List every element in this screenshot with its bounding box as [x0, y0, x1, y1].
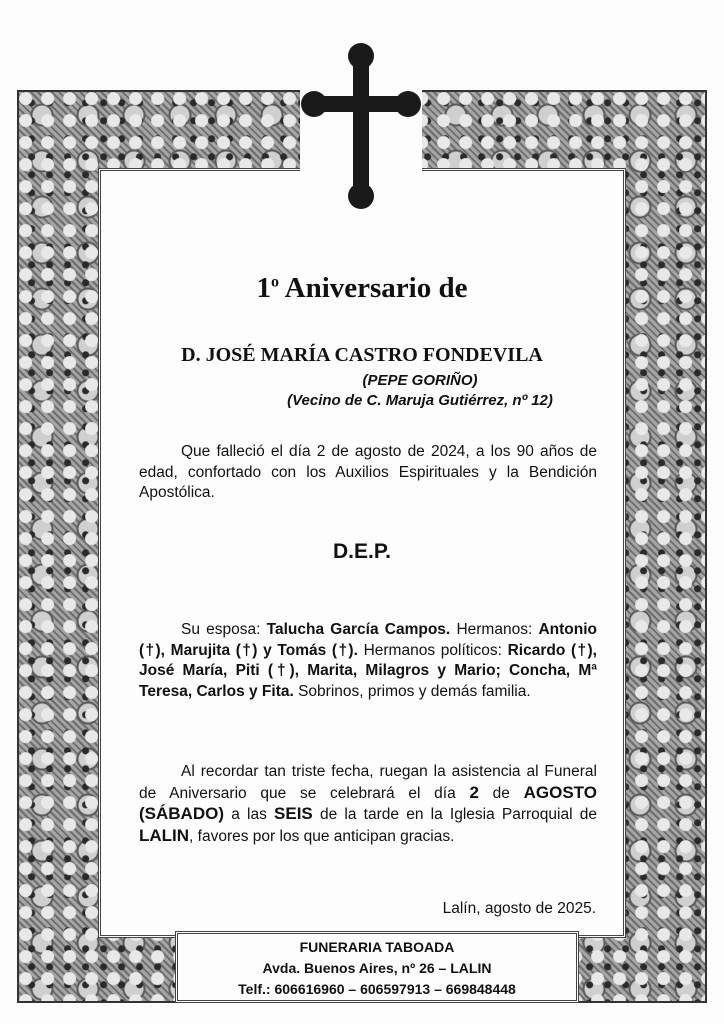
deceased-name: D. JOSÉ MARÍA CASTRO FONDEVILA — [181, 344, 543, 366]
signoff-date: Lalín, agosto de 2025. — [442, 900, 596, 917]
family-paragraph: Su esposa: Talucha García Campos. Hermanos: Antonio (†), Marujita (†) y Tomás (†). Hermanos políticos: Ricardo (†), José María, Piti (†), Marita, Milagros y Mario; Concha, Mª Teresa, Carlos y Fita. Sobrinos, primos y demás familia. — [139, 621, 598, 700]
death-notice-paragraph: Que falleció el día 2 de agosto de 2024, a los 90 años de edad, confortado con los Auxilios Espirituales y la Bendición Apostólica. — [139, 443, 597, 501]
deceased-nickname: (PEPE GORIÑO) — [362, 372, 478, 389]
funeral-home-phones: Telf.: 606616960 – 606597913 – 669848448 — [238, 981, 516, 997]
page-title: 1$^o$ Aniversario de — [256, 272, 468, 304]
deceased-address: (Vecino de C. Maruja Gutiérrez, nº 12) — [287, 392, 553, 409]
funeral-home-box — [175, 931, 579, 1003]
invitation-paragraph: Al recordar tan triste fecha, ruegan la asistencia al Funeral de Aniversario que se celebrará el día 2 de AGOSTO (SÁBADO) a las SEIS de la tarde en la Iglesia Parroquial de LALIN, favores por los que anticipan gracias. — [139, 763, 597, 845]
dep-heading: D.E.P. — [333, 540, 391, 563]
funeral-home-name: FUNERARIA TABOADA — [299, 939, 455, 955]
funeral-home-address: Avda. Buenos Aires, nº 26 – LALIN — [262, 960, 492, 976]
cross-icon — [300, 40, 422, 212]
